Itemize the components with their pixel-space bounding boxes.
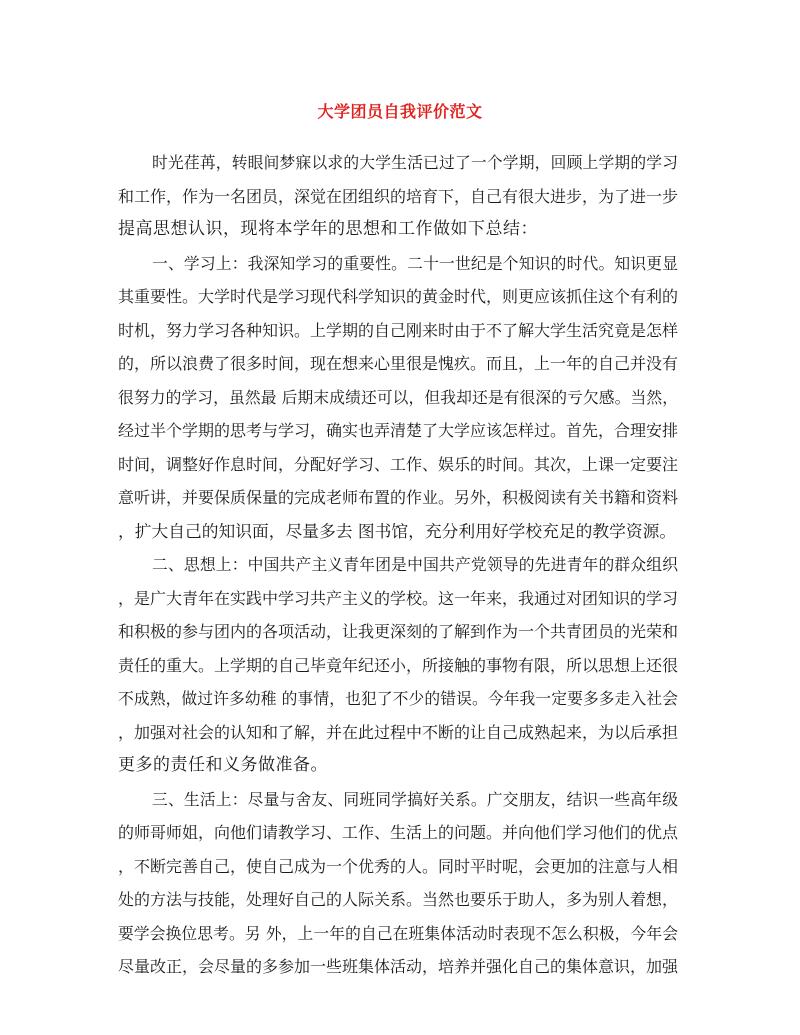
body-line: 责任的重大。上学期的自己毕竟年纪还小，所接触的事物有限，所以思想上还很 [118,655,679,675]
body-line: 的师哥师姐，向他们请教学习、工作、生活上的问题。并向他们学习他们的优点 [118,823,679,842]
body-line: 二、思想上：中国共产主义青年团是中国共产党领导的先进青年的群众组织 [152,555,678,574]
body-line: 时机，努力学习各种知识。上学期的自己刚来时由于不了解大学生活究竟是怎样 [118,320,679,340]
body-line: 提高思想认识，现将本学年的思想和工作做如下总结： [118,219,538,239]
body-line: ，是广大青年在实践中学习共产主义的学校。这一年来，我通过对团知识的学习 [118,588,679,608]
body-line: 很努力的学习，虽然最 后期末成绩还可以，但我却还是有很深的亏欠感。当然， [118,387,678,407]
body-line: 一、学习上：我深知学习的重要性。二十一世纪是个知识的时代。知识更显 [152,253,678,273]
body-line: 要学会换位思考。另 外，上一年的自己在班集体活动时表现不怎么积极，今年会 [118,923,678,943]
body-line: 其重要性。大学时代是学习现代科学知识的黄金时代，则更应该抓住这个有利的 [118,287,679,306]
body-line: 和工作，作为一名团员，深觉在团组织的培育下，自己有很大进步，为了进一步 [118,186,679,206]
body-line: 时间，调整好作息时间，分配好学习、工作、娱乐的时间。其次，上课一定要注 [118,454,679,474]
body-line: 处的方法与技能，处理好自己的人际关系。当然也要乐于助人，多为别人着想， [118,890,679,909]
body-line: 经过半个学期的思考与学习，确实也弄清楚了大学应该怎样过。首先，合理安排 [118,421,679,440]
body-line: 的，所以浪费了很多时间，现在想来心里很是愧疚。而且，上一年的自己并没有 [118,354,679,373]
document-body [118,146,678,984]
body-line: 三、生活上：尽量与舍友、同班同学搞好关系。广交朋友，结识一些高年级 [152,789,678,809]
document-title: 大学团员自我评价范文 [317,102,483,121]
body-line: ，扩大自己的知识面，尽量多去 图书馆，充分利用好学校充足的教学资源。 [118,520,677,541]
body-line: 意听讲，并要保质保量的完成老师布置的作业。另外，积极阅读有关书籍和资料 [118,488,679,507]
body-line: 和积极的参与团内的各项活动，让我更深刻的了解到作为一个共青团员的光荣和 [118,622,679,641]
body-line: 不成熟，做过许多幼稚 的事情，也犯了不少的错误。今年我一定要多多走入社会 [118,689,678,708]
body-line: 时光荏苒，转眼间梦寐以求的大学生活已过了一个学期，回顾上学期的学习 [152,153,678,172]
body-line: 尽量改正，会尽量的多参加一些班集体活动，培养并强化自己的集体意识，加强 [118,957,679,976]
body-line: ，不断完善自己，使自己成为一个优秀的人。同时平时呢，会更加的注意与人相 [118,856,679,876]
body-line: 更多的责任和义务做准备。 [118,755,328,775]
body-line: ，加强对社会的认知和了解，并在此过程中不断的让自己成熟起来，为以后承担 [118,722,679,742]
